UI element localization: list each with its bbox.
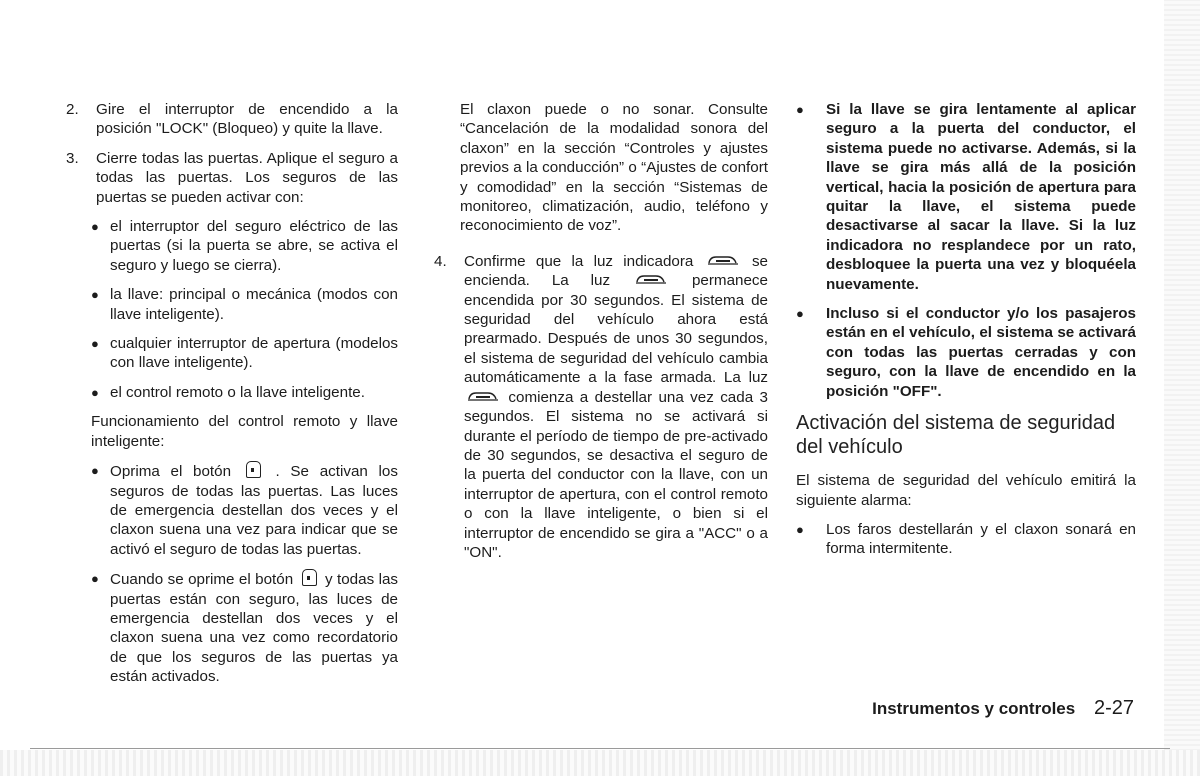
step-text: Cierre todas las puertas. Aplique el seguro a todas las puertas. Los seguros de las puertas se pueden activar con:: [96, 149, 398, 206]
column-middle: [434, 100, 768, 572]
list-item: ● el interruptor del seguro eléctrico de las puertas (si la puerta se abre, se activa el seguro y luego se cierra).: [91, 218, 398, 274]
list-item: ● Cuando se oprime el botón y todas las puertas están con seguro, las luces de emergencia destellan dos veces y el claxon suena una vez como recordatorio de que los seguros de las puertas ya están activados.: [91, 571, 398, 686]
security-indicator-icon: [634, 272, 668, 286]
list-item: ● Los faros destellarán y el claxon sonará en forma intermitente.: [796, 520, 1136, 558]
page-number: 2-27: [1093, 697, 1134, 719]
alarm-intro: El sistema de seguridad del vehículo emitirá la siguiente alarma:: [796, 472, 1136, 509]
scan-edge-right: [1164, 0, 1200, 776]
security-indicator-icon: [706, 253, 740, 267]
list-item: ● Oprima el botón . Se activan los seguros de todas las puertas. Las luces de emergencia destellan dos veces y el claxon suena una vez para indicar que se activó el seguro de todas las puertas.: [91, 463, 398, 558]
bullet-icon: ●: [91, 463, 99, 479]
bullet-icon: ●: [91, 384, 99, 400]
bullet-icon: ●: [91, 571, 99, 587]
step-number: 2.: [66, 101, 79, 118]
scan-edge-bottom: [0, 750, 1200, 776]
bullet-icon: ●: [796, 521, 804, 537]
bullet-icon: ●: [91, 287, 99, 303]
bullet-icon: ●: [796, 306, 804, 322]
list-item: ● la llave: principal o mecánica (modos con llave inteligente).: [91, 286, 398, 323]
step-number: 3.: [66, 149, 79, 167]
step-3: [66, 149, 398, 207]
list-item: ● el control remoto o la llave inteligente.: [91, 383, 365, 401]
step-number: 4.: [434, 252, 447, 270]
bullet-icon: ●: [796, 102, 804, 117]
column-left: [66, 100, 398, 697]
warning-item: ● Si la llave se gira lentamente al aplicar seguro a la puerta del conductor, el sistema puede no activarse. Además, si la llave se gira más allá de la posición vertical, hacia la posición de apertura para quitar la llave, el sistema puede desactivarse al sacar la llave. Si la luz indicadora no resplandece por un rato, desbloquee la puerta una vez y bloquéela nuevamente.: [796, 101, 1136, 293]
section-heading: Activación del sistema de seguridad del vehículo: [796, 412, 1116, 459]
bullet-icon: ●: [91, 219, 99, 235]
lock-icon: [302, 569, 317, 586]
lock-methods-list: [91, 217, 398, 687]
bullet-icon: ●: [91, 336, 99, 352]
security-indicator-icon: [466, 389, 500, 403]
step-text: Gire el interruptor de encendido a la posición "LOCK" (Bloqueo) y quite la llave.: [96, 101, 398, 138]
column-right: [796, 100, 1136, 569]
section-title: Instrumentos y controles: [872, 699, 1076, 718]
list-item: ● cualquier interruptor de apertura (modelos con llave inteligente).: [91, 335, 398, 372]
remote-intro: Funcionamiento del control remoto y llave inteligente:: [91, 413, 398, 450]
warning-item: ● Incluso si el conductor y/o los pasajeros están en el vehículo, el sistema se activará con todas las puertas cerradas y con seguro, con la llave de encendido en la posición "OFF".: [796, 305, 1136, 400]
step-2: [66, 100, 398, 139]
bottom-rule: [30, 748, 1170, 749]
lock-icon: [246, 461, 261, 478]
page-footer: [872, 697, 1134, 720]
horn-note: El claxon puede o no sonar. Consulte “Cancelación de la modalidad sonora del claxon” en la sección “Controles y ajustes previos a la conducción” o “Ajustes de confort y comodidad” en la sección “Sistemas de monitoreo, climatización, audio, teléfono y reconocimiento de voz”.: [460, 101, 768, 235]
step-4: 4. Confirme que la luz indicadora se encienda. La luz permanece encendida por 30 segundos. El sistema de seguridad del vehículo ahora está prearmado. Después de unos 30 segundos, el sistema de seguridad del vehículo cambia automáticamente a la fase armada. La luz comienza a destellar una vez cada 3 segundos. El sistema no se activará si durante el período de tiempo de pre-activado de 30 segundos, se desactiva el seguro de la puerta del conductor con la llave, con un interruptor de apertura, con el control remoto o con la llave inteligente, o bien si el interruptor de encendido se gira a "ACC" o a "ON".: [434, 252, 768, 561]
